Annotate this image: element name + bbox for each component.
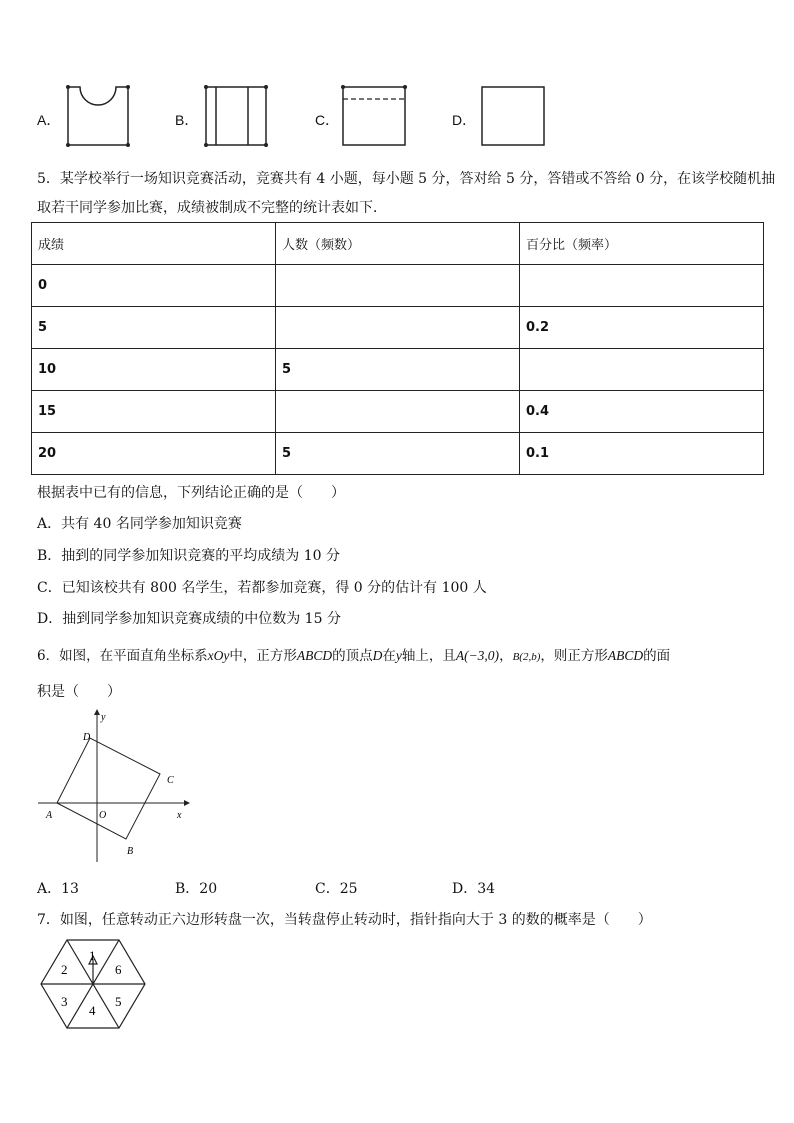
q6-point-b: B(2,b) bbox=[512, 651, 541, 663]
sector-number: 6 bbox=[115, 962, 122, 977]
q5-stem-line1: 5．某学校举行一场知识竞赛活动，竞赛共有 4 小题，每小题 5 分，答对给 5 分，答错或不答给 0 分，在该学校随机抽 bbox=[37, 171, 776, 187]
q6-option-d[interactable] bbox=[452, 878, 495, 898]
sector-number: 2 bbox=[61, 962, 68, 977]
q4-option-a-label[interactable]: A． bbox=[37, 112, 61, 128]
table-header-cell: 人数（频数） bbox=[276, 223, 520, 265]
q6-coord-system: xOy bbox=[207, 648, 230, 663]
option-value: 20 bbox=[199, 881, 218, 897]
option-value: 25 bbox=[339, 881, 358, 897]
q6-stem-text: ，则正方形 bbox=[540, 648, 608, 664]
q4-option-d-figure bbox=[478, 83, 548, 149]
q7-hexagon-spinner bbox=[37, 936, 152, 1032]
sector-number: 5 bbox=[115, 994, 122, 1009]
table-cell bbox=[520, 265, 764, 307]
table-cell: 5 bbox=[276, 433, 520, 475]
q4-option-b-label[interactable]: B． bbox=[175, 112, 199, 128]
q4-option-b-figure bbox=[202, 83, 270, 149]
sector-number: 4 bbox=[89, 1003, 96, 1018]
table-cell: 20 bbox=[32, 433, 276, 475]
table-cell bbox=[276, 307, 520, 349]
option-label: C． bbox=[315, 881, 340, 897]
q6-axis-name: y bbox=[395, 648, 402, 663]
q6-coordinate-figure bbox=[34, 706, 194, 866]
q5-option-b[interactable]: B．抽到的同学参加知识竞赛的平均成绩为 10 分 bbox=[37, 548, 341, 564]
q6-stem-line1 bbox=[37, 644, 670, 664]
q6-vertex-name: D bbox=[372, 648, 383, 663]
sector-number: 3 bbox=[61, 994, 68, 1009]
origin-label: O bbox=[99, 810, 107, 821]
q6-stem-text: 中，正方形 bbox=[229, 648, 297, 664]
table-cell bbox=[276, 391, 520, 433]
q6-stem-text: 6．如图，在平面直角坐标系 bbox=[37, 648, 208, 664]
table-cell: 0.1 bbox=[520, 433, 764, 475]
option-label: A． bbox=[37, 881, 62, 897]
q5-stats-table bbox=[31, 222, 764, 475]
point-a-label: A bbox=[46, 810, 53, 821]
table-header-cell: 成绩 bbox=[32, 223, 276, 265]
axis-x-label: x bbox=[177, 810, 182, 821]
axis-y-label: y bbox=[101, 712, 106, 723]
q6-stem-text: ， bbox=[499, 648, 513, 664]
point-b-label: B bbox=[127, 846, 134, 857]
q5-question: 根据表中已有的信息，下列结论正确的是（ ） bbox=[37, 485, 345, 501]
q5-stem-line2: 取若干同学参加比赛，成绩被制成不完整的统计表如下． bbox=[37, 200, 387, 216]
q4-option-c-figure bbox=[339, 83, 409, 149]
q6-stem-text: 的顶点 bbox=[332, 648, 373, 664]
q6-option-a[interactable] bbox=[37, 878, 79, 898]
q4-option-d-label[interactable]: D． bbox=[452, 112, 477, 128]
q6-stem-text: 的面 bbox=[643, 648, 671, 664]
table-cell: 0 bbox=[32, 265, 276, 307]
table-cell: 5 bbox=[276, 349, 520, 391]
q6-option-b[interactable] bbox=[175, 878, 217, 898]
table-cell: 5 bbox=[32, 307, 276, 349]
table-row bbox=[32, 391, 764, 433]
option-label: D． bbox=[452, 881, 478, 897]
q6-stem-text: 轴上，且 bbox=[401, 648, 456, 664]
q6-square-name: ABCD bbox=[296, 648, 333, 663]
q6-option-c[interactable] bbox=[315, 878, 358, 898]
table-cell: 0.4 bbox=[520, 391, 764, 433]
point-c-label: C bbox=[167, 775, 174, 786]
q6-point-a: A(−3,0) bbox=[455, 648, 500, 663]
q5-option-a[interactable]: A．共有 40 名同学参加知识竞赛 bbox=[37, 516, 242, 532]
table-cell: 15 bbox=[32, 391, 276, 433]
q5-option-c[interactable]: C．已知该校共有 800 名学生，若都参加竞赛，得 0 分的估计有 100 人 bbox=[37, 580, 487, 596]
q5-option-d[interactable]: D．抽到同学参加知识竞赛成绩的中位数为 15 分 bbox=[37, 611, 341, 627]
table-cell: 0.2 bbox=[520, 307, 764, 349]
option-value: 13 bbox=[61, 881, 79, 897]
table-row bbox=[32, 349, 764, 391]
option-label: B． bbox=[175, 881, 200, 897]
table-header-row bbox=[32, 223, 764, 265]
q4-option-a-figure bbox=[64, 83, 132, 149]
sector-number: 1 bbox=[89, 948, 96, 963]
q4-option-c-label[interactable]: C． bbox=[315, 112, 340, 128]
q6-stem-line2: 积是（ ） bbox=[37, 684, 121, 700]
q7-stem: 7．如图，任意转动正六边形转盘一次，当转盘停止转动时，指针指向大于 3 的数的概率是（ ） bbox=[37, 912, 652, 928]
q6-square-name: ABCD bbox=[607, 648, 644, 663]
table-header-cell: 百分比（频率） bbox=[520, 223, 764, 265]
table-row bbox=[32, 433, 764, 475]
table-row bbox=[32, 307, 764, 349]
table-cell bbox=[520, 349, 764, 391]
point-d-label: D bbox=[83, 732, 91, 743]
table-row bbox=[32, 265, 764, 307]
q6-stem-text: 在 bbox=[382, 648, 396, 664]
table-cell bbox=[276, 265, 520, 307]
table-cell: 10 bbox=[32, 349, 276, 391]
option-value: 34 bbox=[477, 881, 496, 897]
